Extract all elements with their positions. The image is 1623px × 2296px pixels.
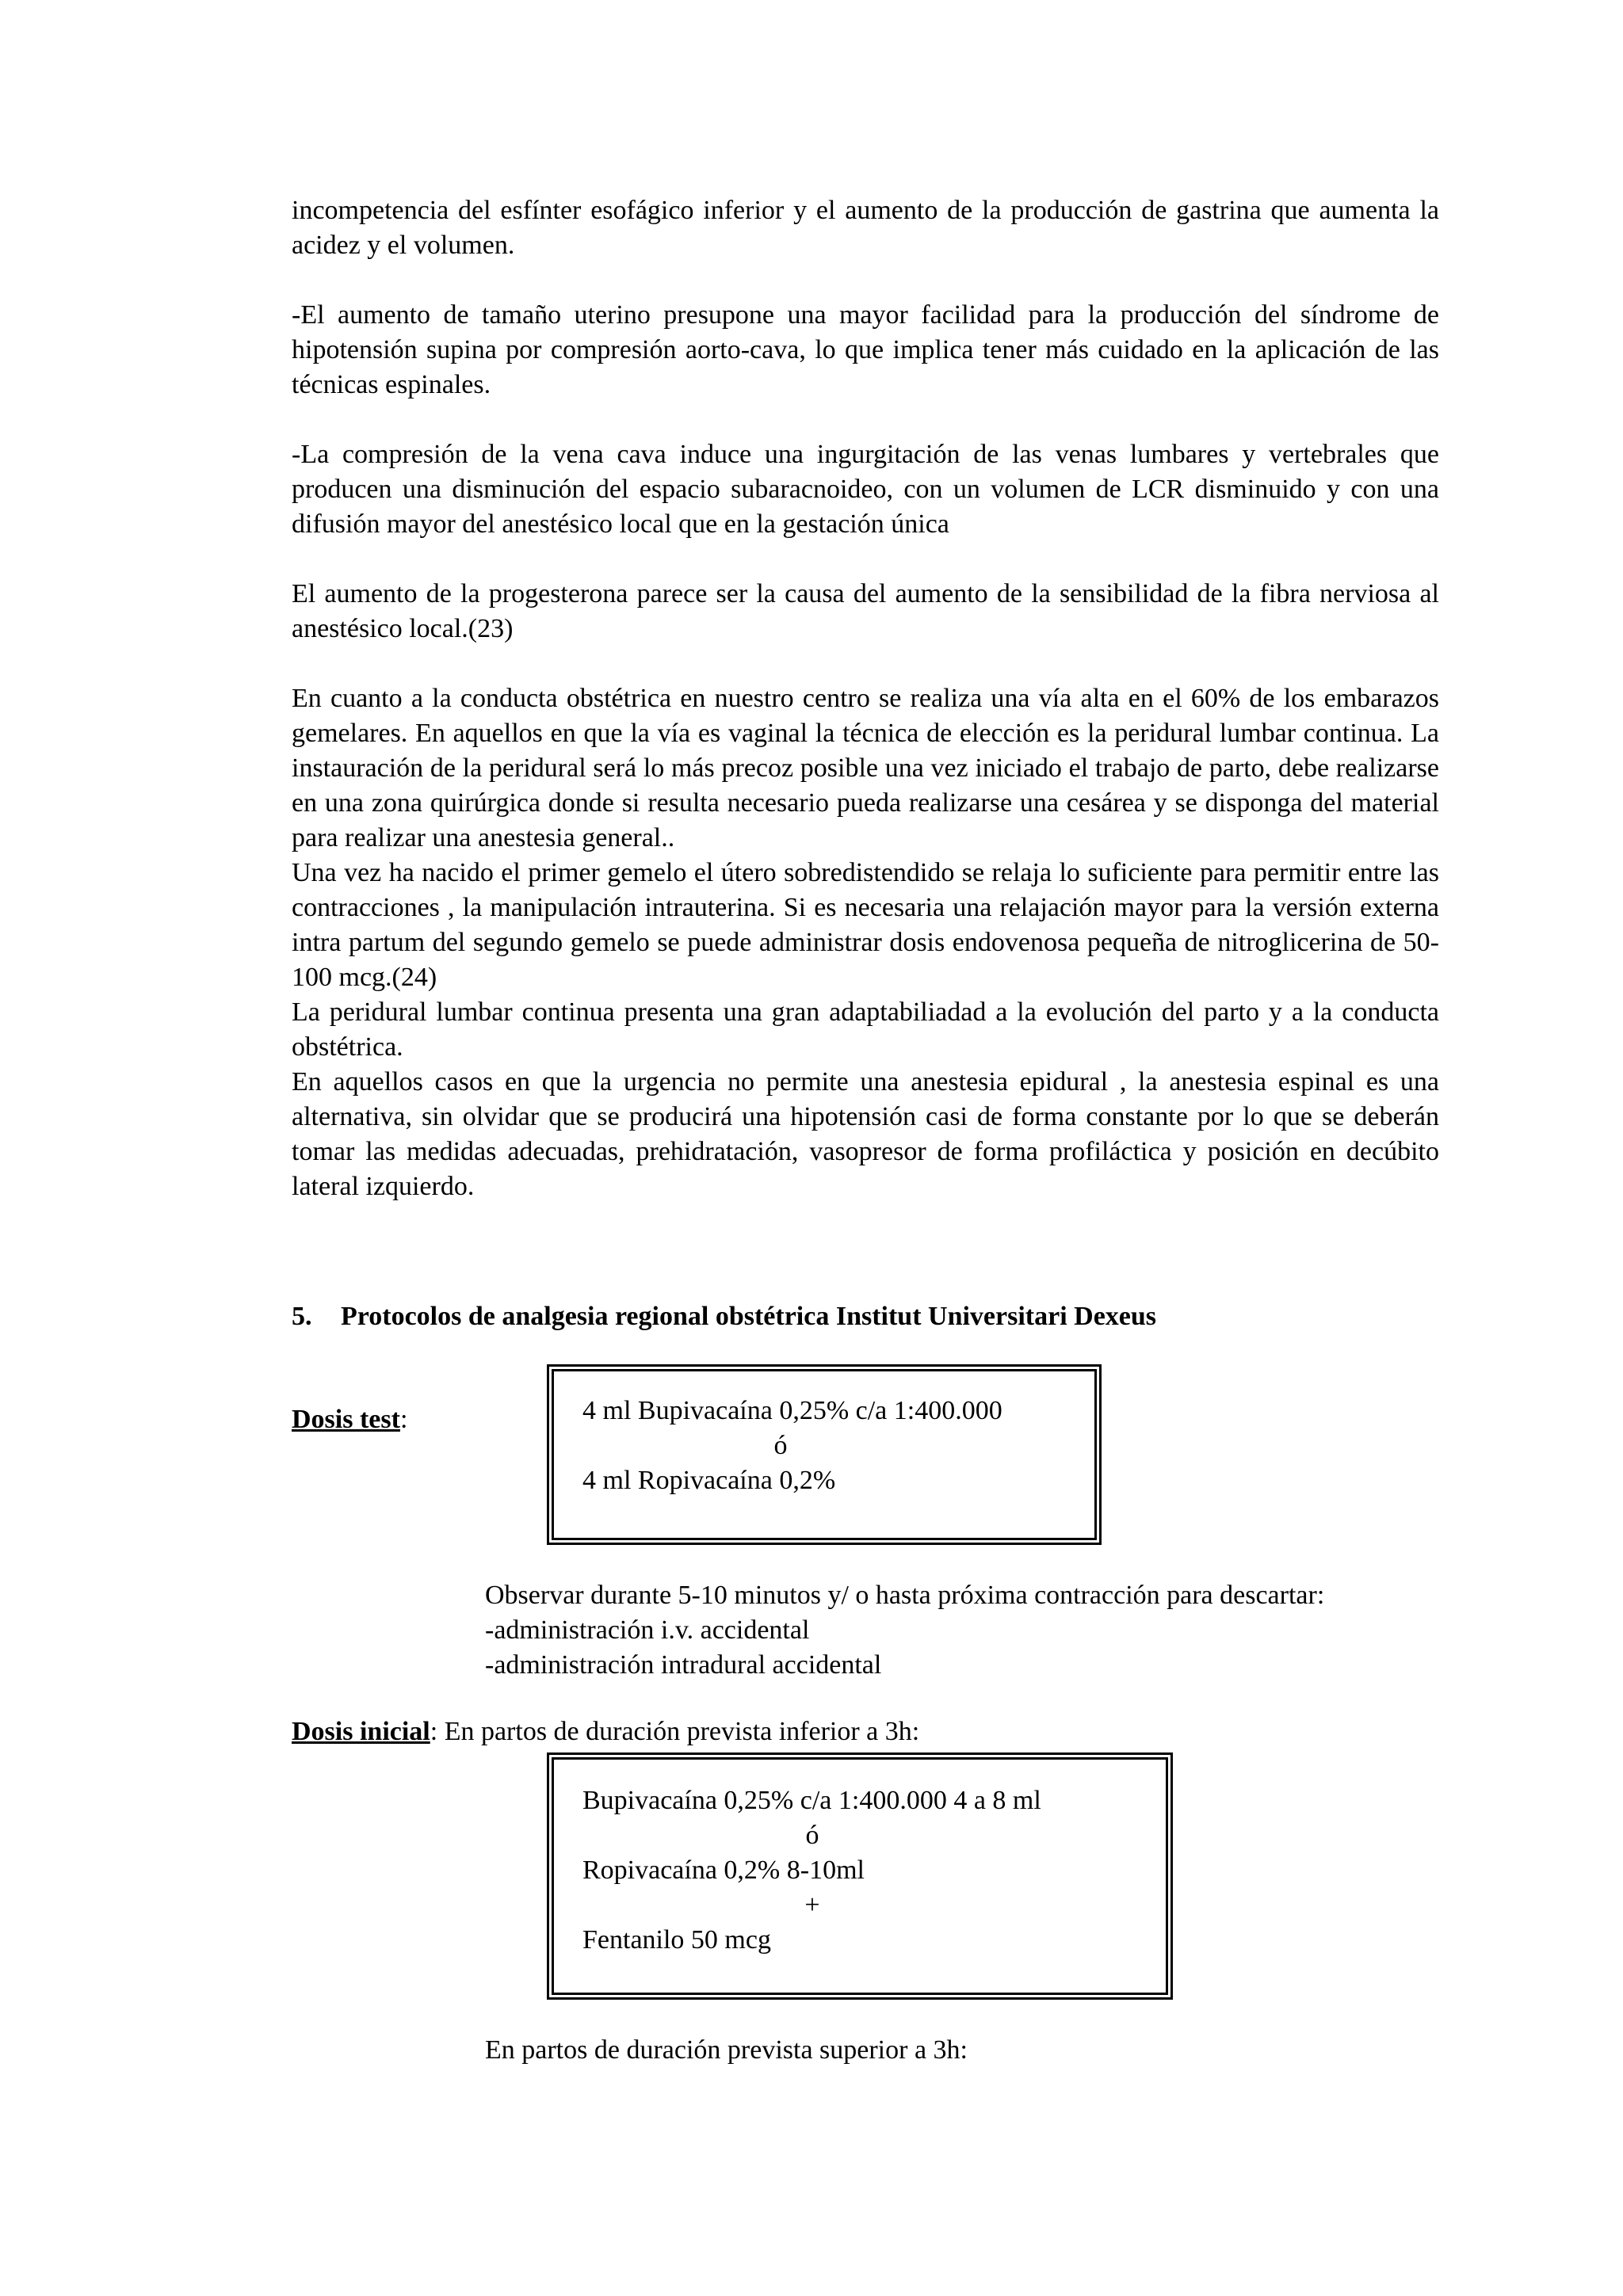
observe-line: Observar durante 5-10 minutos y/ o hasta próxima contracción para descartar: — [485, 1581, 1325, 1610]
after-box-line: En partos de duración prevista superior a 3h: — [485, 2035, 968, 2065]
paragraph: En cuanto a la conducta obstétrica en nuestro centro se realiza una vía alta en el 60% de los embarazos gemelares. En aquellos en que la vía es vaginal la técnica de elección es la peridural lumbar continua. La instauración de la peridural será lo más precoz posible una vez iniciado el trabajo de parto, debe realizarse en una zona quirúrgica donde si resulta necesario pueda realizarse una cesárea y se disponga del material para realizar una anestesia general.. — [292, 684, 1439, 852]
section-heading — [292, 1299, 1156, 1334]
dosis-test-box — [547, 1364, 1102, 1545]
paragraph: La peridural lumbar continua presenta una gran adaptabiliadad a la evolución del parto y a la conducta obstétrica. — [292, 997, 1439, 1062]
observe-line: -administración i.v. accidental — [485, 1615, 810, 1645]
dosis-inicial-label — [292, 1714, 919, 1749]
dosis-test-title: Dosis test — [292, 1405, 400, 1434]
dosis-test-colon: : — [399, 1405, 408, 1434]
section-number: 5. — [292, 1302, 312, 1331]
body-text-top — [292, 193, 1439, 1204]
box-line: Ropivacaína 0,2% 8-10ml — [582, 1855, 865, 1885]
dosis-test-label — [292, 1402, 407, 1437]
paragraph: -La compresión de la vena cava induce una ingurgitación de las venas lumbares y vertebrales que producen una disminución del espacio subaracnoideo, con un volumen de LCR disminuido y con una difusión mayor del anestésico local que en la gestación única — [292, 440, 1439, 539]
observe-line: -administración intradural accidental — [485, 1650, 882, 1680]
paragraph: En aquellos casos en que la urgencia no permite una anestesia epidural , la anestesia espinal es una alternativa, sin olvidar que se producirá una hipotensión casi de forma constante por lo que se deberán tomar las medidas adecuadas, prehidratación, vasopresor de forma profiláctica y posición en decúbito lateral izquierdo. — [292, 1067, 1439, 1201]
dosis-inicial-box — [547, 1753, 1173, 2000]
dosis-inicial-text: : En partos de duración prevista inferior a 3h: — [430, 1717, 920, 1746]
section-title: Protocolos de analgesia regional obstétrica Institut Universitari Dexeus — [341, 1302, 1157, 1331]
paragraph: Una vez ha nacido el primer gemelo el útero sobredistendido se relaja lo suficiente para permitir entre las contracciones , la manipulación intrauterina. Si es necesaria una relajación mayor para la versión externa intra partum del segundo gemelo se puede administrar dosis endovenosa pequeña de nitroglicerina de 50-100 mcg.(24) — [292, 858, 1439, 992]
box-line: 4 ml Ropivacaína 0,2% — [582, 1466, 836, 1495]
dosis-inicial-title: Dosis inicial — [292, 1717, 430, 1746]
box-line: 4 ml Bupivacaína 0,25% c/a 1:400.000 — [582, 1396, 1002, 1425]
box-line: Fentanilo 50 mcg — [582, 1925, 771, 1955]
box-line-or: ó — [773, 1431, 788, 1460]
box-line-or: ó — [805, 1821, 819, 1850]
paragraph: El aumento de la progesterona parece ser la causa del aumento de la sensibilidad de la fibra nerviosa al anestésico local.(23) — [292, 579, 1439, 643]
box-line-plus: + — [804, 1890, 820, 1920]
paragraph: incompetencia del esfínter esofágico inferior y el aumento de la producción de gastrina que aumenta la acidez y el volumen. — [292, 196, 1439, 260]
paragraph: -El aumento de tamaño uterino presupone una mayor facilidad para la producción del síndrome de hipotensión supina por compresión aorto-cava, lo que implica tener más cuidado en la aplicación de las técnicas espinales. — [292, 300, 1439, 399]
box-line: Bupivacaína 0,25% c/a 1:400.000 4 a 8 ml — [582, 1786, 1041, 1815]
